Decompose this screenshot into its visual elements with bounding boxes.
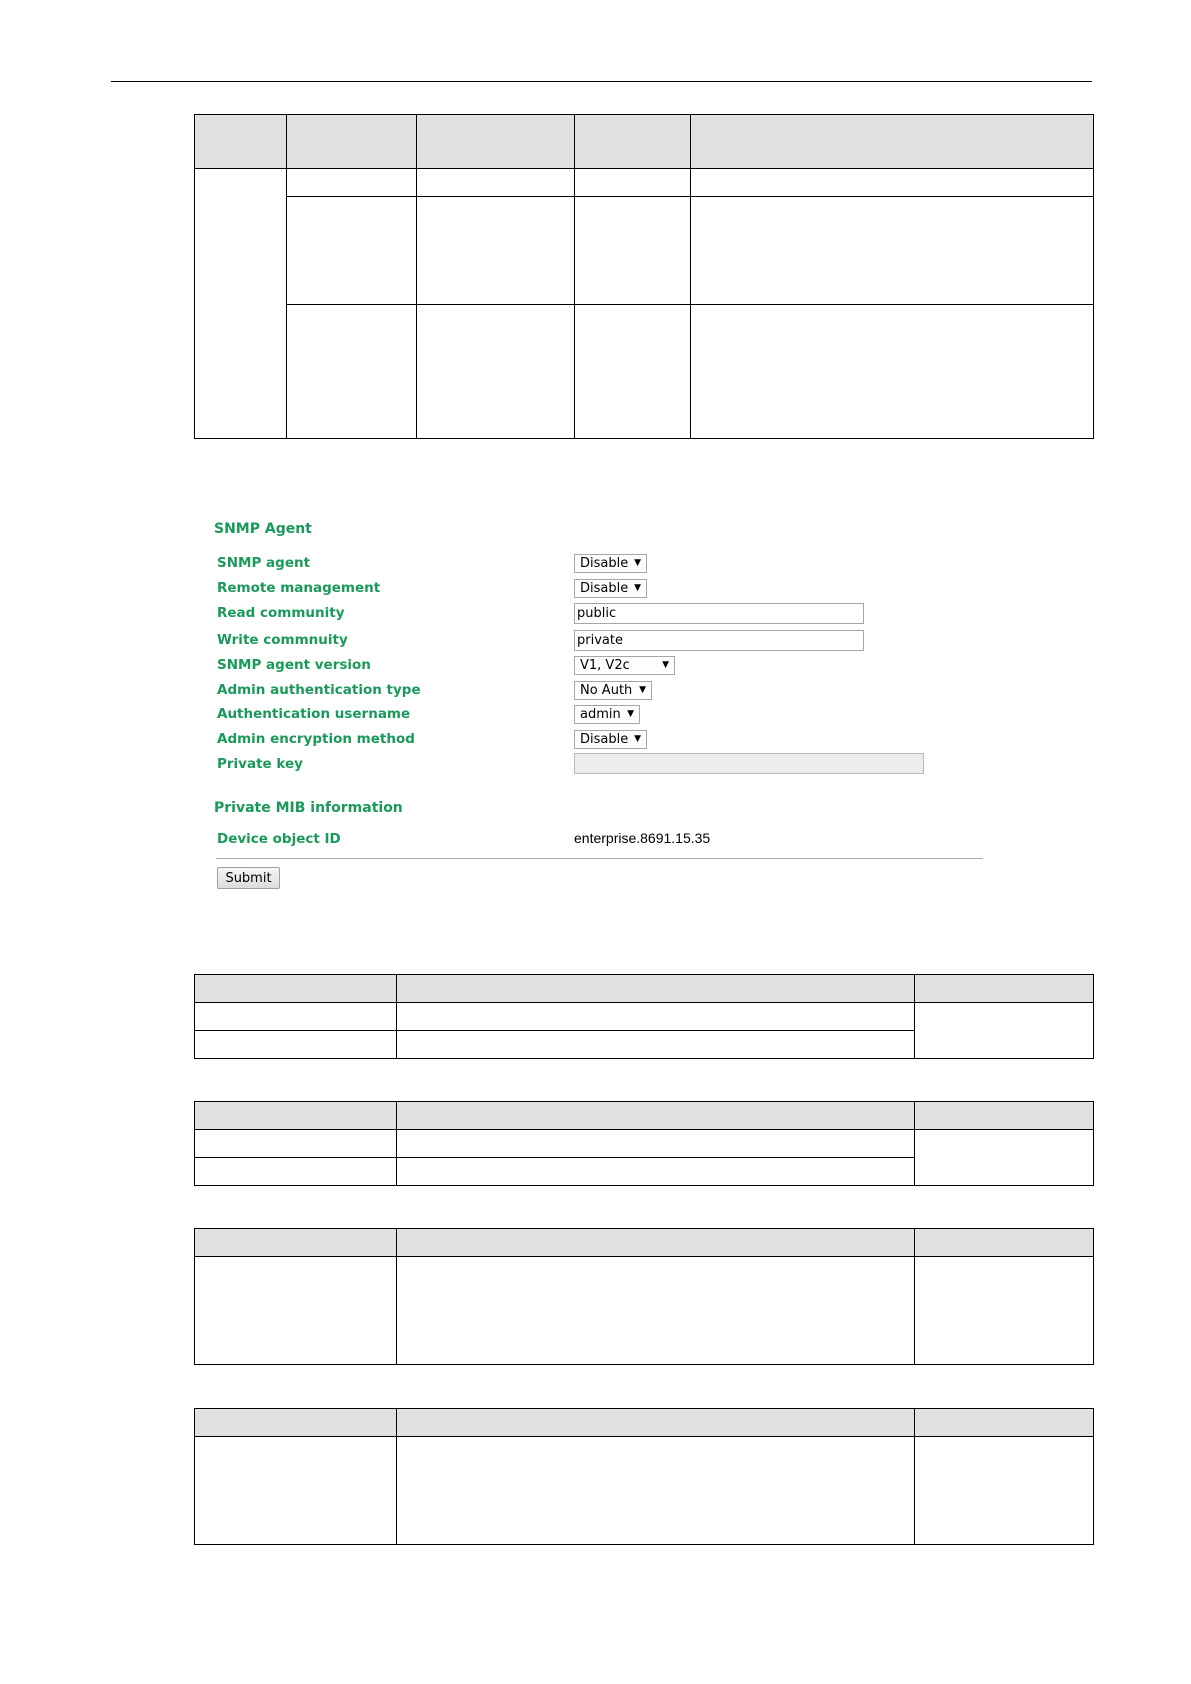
header-cell: [575, 115, 691, 169]
table-cell: [195, 1130, 397, 1158]
table-cell: [575, 169, 691, 197]
device-object-id-label: Device object ID: [217, 831, 341, 847]
header-cell: [195, 1409, 397, 1437]
snmp-agent-title: SNMP Agent: [214, 521, 312, 537]
auth-username-select[interactable]: [574, 705, 640, 724]
header-cell: [195, 115, 287, 169]
table-cell: [195, 169, 287, 439]
table-cell: [397, 1031, 915, 1059]
header-cell: [915, 1229, 1094, 1257]
table-cell: [691, 169, 1094, 197]
table-cell: [195, 1158, 397, 1186]
table-cell: [195, 1031, 397, 1059]
admin-encryption-method-value: Disable: [580, 732, 629, 747]
page-header-rule: [111, 81, 1092, 82]
chevron-down-icon: ▼: [634, 558, 641, 568]
admin-encryption-method-select[interactable]: [574, 730, 647, 749]
table-2: [194, 974, 1094, 1059]
table-cell: [397, 1003, 915, 1031]
private-mib-title: Private MIB information: [214, 800, 403, 816]
chevron-down-icon: ▼: [627, 709, 634, 719]
snmp-agent-version-label: SNMP agent version: [217, 657, 371, 673]
write-community-input[interactable]: [574, 630, 864, 651]
table-4: [194, 1228, 1094, 1365]
auth-username-label: Authentication username: [217, 706, 411, 722]
table-cell: [691, 304, 1094, 438]
table-cell: [195, 1437, 397, 1545]
header-cell: [691, 115, 1094, 169]
table-cell: [287, 169, 417, 197]
admin-auth-type-label: Admin authentication type: [217, 682, 421, 698]
table-cell: [417, 197, 575, 304]
header-cell: [915, 1102, 1094, 1130]
header-cell: [915, 975, 1094, 1003]
admin-encryption-method-label: Admin encryption method: [217, 731, 415, 747]
admin-auth-type-value: No Auth: [580, 683, 633, 698]
private-key-label: Private key: [217, 756, 303, 772]
table-cell: [287, 304, 417, 438]
private-key-input[interactable]: [574, 753, 924, 774]
table-cell: [575, 304, 691, 438]
header-cell: [195, 1102, 397, 1130]
header-cell: [397, 1229, 915, 1257]
submit-button[interactable]: Submit: [217, 867, 280, 889]
table-3: [194, 1101, 1094, 1186]
top-table: [194, 114, 1094, 439]
header-cell: [397, 1409, 915, 1437]
auth-username-value: admin: [580, 707, 621, 722]
admin-auth-type-select[interactable]: [574, 681, 652, 700]
snmp-agent-version-value: V1, V2c: [580, 658, 630, 673]
table-cell: [417, 169, 575, 197]
table-cell: [287, 197, 417, 304]
remote-management-label: Remote management: [217, 580, 381, 596]
table-5: [194, 1408, 1094, 1545]
snmp-agent-select[interactable]: [574, 554, 647, 573]
header-cell: [915, 1409, 1094, 1437]
read-community-label: Read community: [217, 605, 345, 621]
table-cell: [691, 197, 1094, 304]
snmp-agent-version-select[interactable]: [574, 656, 675, 675]
read-community-input[interactable]: [574, 603, 864, 624]
table-cell: [915, 1130, 1094, 1186]
table-cell: [915, 1437, 1094, 1545]
chevron-down-icon: ▼: [634, 734, 641, 744]
panel-divider: [216, 858, 983, 859]
table-cell: [195, 1257, 397, 1365]
remote-management-value: Disable: [580, 581, 629, 596]
table-cell: [397, 1158, 915, 1186]
write-community-label: Write commnuity: [217, 632, 348, 648]
header-cell: [397, 975, 915, 1003]
table-cell: [397, 1437, 915, 1545]
header-cell: [287, 115, 417, 169]
header-cell: [195, 975, 397, 1003]
header-cell: [195, 1229, 397, 1257]
chevron-down-icon: ▼: [662, 660, 669, 670]
table-cell: [575, 197, 691, 304]
table-cell: [397, 1257, 915, 1365]
chevron-down-icon: ▼: [639, 685, 646, 695]
chevron-down-icon: ▼: [634, 583, 641, 593]
table-cell: [417, 304, 575, 438]
snmp-agent-label: SNMP agent: [217, 555, 311, 571]
table-cell: [915, 1257, 1094, 1365]
table-cell: [397, 1130, 915, 1158]
snmp-agent-value: Disable: [580, 556, 629, 571]
table-cell: [915, 1003, 1094, 1059]
remote-management-select[interactable]: [574, 579, 647, 598]
table-cell: [195, 1003, 397, 1031]
header-cell: [417, 115, 575, 169]
header-cell: [397, 1102, 915, 1130]
device-object-id-value: enterprise.8691.15.35: [574, 830, 711, 846]
